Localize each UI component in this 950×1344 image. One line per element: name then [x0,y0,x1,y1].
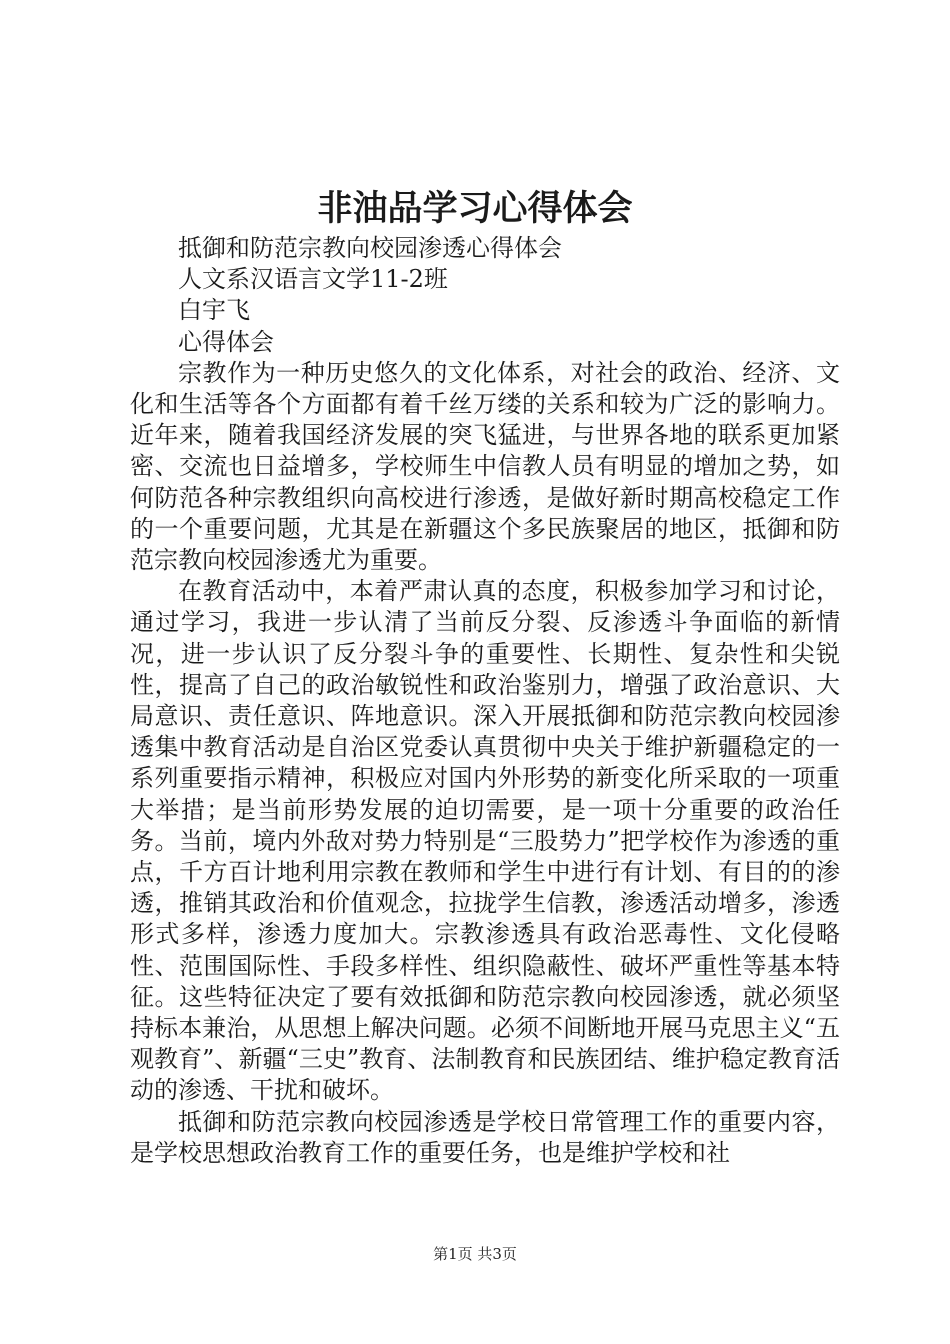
class-line: 人文系汉语言文学11-2班 [178,265,448,294]
author-line: 白宇飞 [178,296,250,325]
body-paragraph: 抵御和防范宗教向校园渗透是学校日常管理工作的重要内容，是学校思想政治教育工作的重要任务，也是维护学校和社 [130,1107,840,1167]
body-paragraph: 宗教作为一种历史悠久的文化体系，对社会的政治、经济、文化和生活等各个方面都有着千丝万缕的关系和较为广泛的影响力。近年来，随着我国经济发展的突飞猛进，与世界各地的联系更加紧密、交流也日益增多，学校师生中信教人员有明显的增加之势，如何防范各种宗教组织向高校进行渗透，是做好新时期高校稳定工作的一个重要问题，尤其是在新疆这个多民族聚居的地区，抵御和防范宗教向校园渗透尤为重要。 [130,358,840,575]
document-body [130,233,840,1169]
document-title: 非油品学习心得体会 [317,188,633,229]
page-number-footer: 第1页 共3页 [433,1245,517,1263]
body-paragraph: 在教育活动中，本着严肃认真的态度，积极参加学习和讨论，通过学习，我进一步认清了当前反分裂、反渗透斗争面临的新情况，进一步认识了反分裂斗争的重要性、长期性、复杂性和尖锐性，提高了自己的政治敏锐性和政治鉴别力，增强了政治意识、大局意识、责任意识、阵地意识。深入开展抵御和防范宗教向校园渗透集中教育活动是自治区党委认真贯彻中央关于维护新疆稳定的一系列重要指示精神，积极应对国内外形势的新变化所采取的一项重大举措；是当前形势发展的迫切需要，是一项十分重要的政治任务。当前，境内外敌对势力特别是“三股势力”把学校作为渗透的重点，千方百计地利用宗教在教师和学生中进行有计划、有目的的渗透，推销其政治和价值观念，拉拢学生信教，渗透活动增多，渗透形式多样，渗透力度加大。宗教渗透具有政治恶毒性、文化侵略性、范围国际性、手段多样性、组织隐蔽性、破坏严重性等基本特征。这些特征决定了要有效抵御和防范宗教向校园渗透，就必须坚持标本兼治，从思想上解决问题。必须不间断地开展马克思主义“五观教育”、新疆“三史”教育、法制教育和民族团结、维护稳定教育活动的渗透、干扰和破坏。 [130,577,840,1105]
heading-line: 心得体会 [178,327,274,356]
subtitle-line: 抵御和防范宗教向校园渗透心得体会 [178,234,562,262]
